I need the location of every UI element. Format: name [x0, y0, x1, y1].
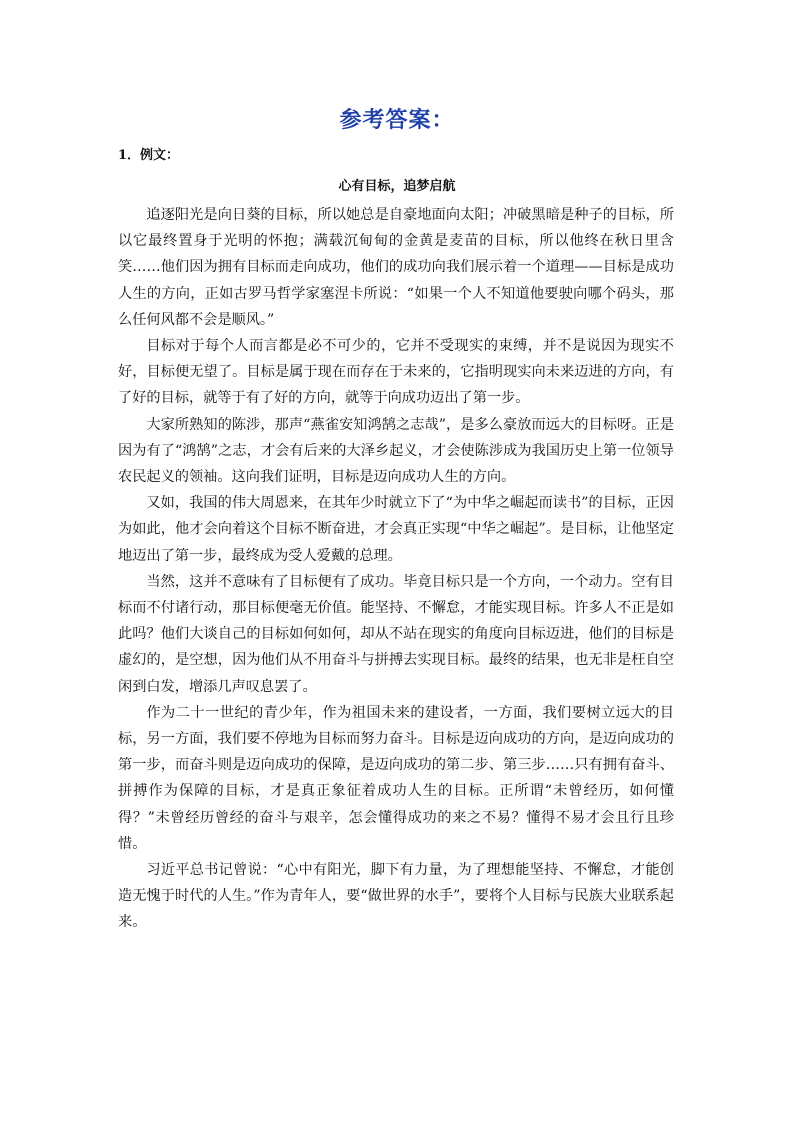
essay-paragraph-6: 作为二十一世纪的青少年，作为祖国未来的建设者，一方面，我们要树立远大的目标，另一方面，我们要不停地为目标而努力奋斗。目标是迈向成功的方向，是迈向成功的第一步，而奋斗则是迈向成功的保障，是迈向成功的第二步、第三步……只有拥有奋斗、拼搏作为保障的目标，才是真正象征着成功人生的目标。正所谓“未曾经历，如何懂得？”未曾经历曾经的奋斗与艰辛，怎会懂得成功的来之不易？懂得不易才会且行且珍惜。 — [118, 704, 674, 852]
essay-paragraph-5: 当然，这并不意味有了目标便有了成功。毕竟目标只是一个方向，一个动力。空有目标而不付诸行动，那目标便毫无价值。能坚持、不懈怠，才能实现目标。许多人不正是如此吗？他们大谈自己的目标如何如何，却从不站在现实的角度向目标迈进，他们的目标是虚幻的，是空想，因为他们从不用奋斗与拼搏去实现目标。最终的结果，也无非是枉自空闲到白发，增添几声叹息罢了。 — [118, 573, 674, 695]
essay-title: 心有目标，追梦启航 — [338, 179, 456, 194]
essay-paragraph-4: 又如，我国的伟大周恩来，在其年少时就立下了“为中华之崛起而读书”的目标，正因为如此，他才会向着这个目标不断奋进，才会真正实现“中华之崛起”。是目标，让他坚定地迈出了第一步，最终成为受人爱戴的总理。 — [118, 495, 674, 564]
essay-paragraph-1: 追逐阳光是向日葵的目标，所以她总是自豪地面向太阳；冲破黑暗是种子的目标，所以它最终置身于光明的怀抱；满载沉甸甸的金黄是麦苗的目标，所以他终在秋日里含笑……他们因为拥有目标而走向成功，他们的成功向我们展示着一个道理——目标是成功人生的方向，正如古罗马哲学家塞涅卡所说：“如果一个人不知道他要驶向哪个码头，那么任何风都不会是顺风。” — [118, 207, 674, 328]
essay-paragraph-3: 大家所熟知的陈涉，那声“燕雀安知鸿鹄之志哉”，是多么豪放而远大的目标呀。正是因为有了“鸿鹄”之志，才会有后来的大泽乡起义，才会使陈涉成为我国历史上第一位领导农民起义的领袖。这向我们证明，目标是迈向成功人生的方向。 — [118, 416, 674, 486]
essay-paragraph-2: 目标对于每个人而言都是必不可少的，它并不受现实的束缚，并不是说因为现实不好，目标便无望了。目标是属于现在而存在于未来的，它指明现实向未来迈进的方向，有了好的目标，就等于有了好的方向，就等于向成功迈出了第一步。 — [118, 338, 674, 407]
essay-paragraph-7: 习近平总书记曾说：“心中有阳光，脚下有力量，为了理想能坚持、不懈怠，才能创造无愧于时代的人生。”作为青年人，要“做世界的水手”，要将个人目标与民族大业联系起来。 — [118, 862, 674, 931]
page-title: 参考答案： — [339, 107, 455, 133]
question-number-label: 1．例文： — [118, 148, 180, 163]
essay-body — [118, 202, 674, 936]
